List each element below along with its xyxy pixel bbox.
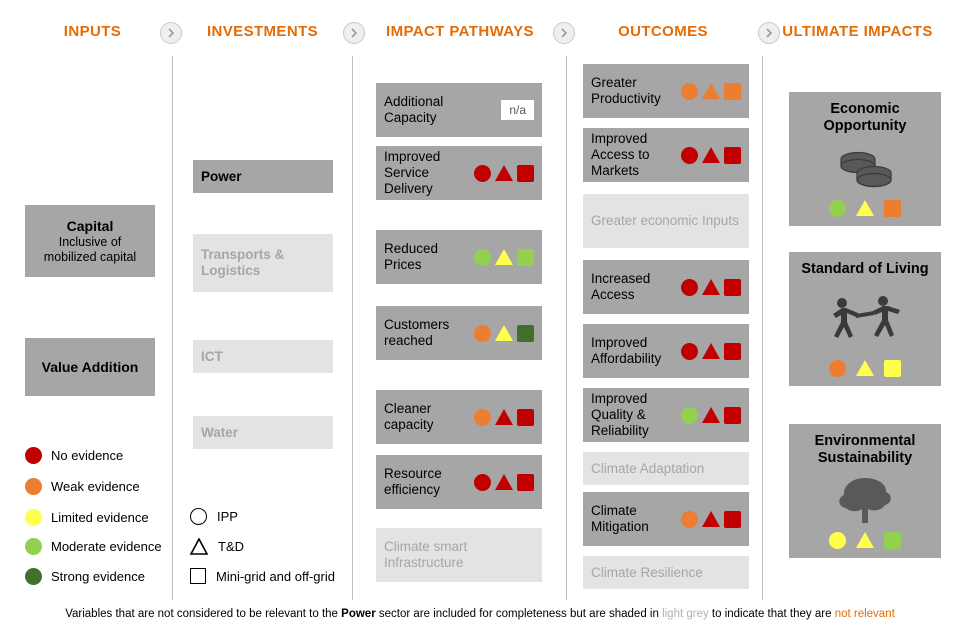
marker-square-minigrid — [724, 147, 741, 164]
investment-box-power[interactable] — [193, 160, 333, 193]
marker-group — [474, 249, 534, 266]
legend-label: No evidence — [51, 448, 124, 463]
marker-circle-ipp — [829, 360, 846, 377]
marker-circle-ipp — [474, 474, 491, 491]
marker-triangle-td — [702, 279, 720, 295]
marker-circle-ipp — [681, 83, 698, 100]
marker-circle-ipp — [681, 407, 698, 424]
marker-triangle-td — [495, 325, 513, 341]
footnote-grey: light grey — [662, 608, 709, 620]
pathway-label: Reduced Prices — [384, 241, 439, 272]
legend-item-limited-evidence — [25, 509, 149, 526]
legend-item-no-evidence — [25, 447, 123, 464]
arrow-chip-1 — [160, 22, 182, 44]
investment-box-ict[interactable] — [193, 340, 333, 373]
pathway-box-resource-efficiency[interactable] — [376, 455, 542, 509]
marker-square-minigrid — [884, 532, 901, 549]
marker-square-minigrid — [724, 343, 741, 360]
impact-card-standard-of-living[interactable] — [789, 252, 941, 386]
legend-swatch — [25, 538, 42, 555]
outcome-label: Climate Adaptation — [591, 460, 705, 476]
marker-square-minigrid — [517, 165, 534, 182]
marker-circle-ipp — [829, 532, 846, 549]
marker-square-minigrid — [517, 249, 534, 266]
marker-circle-ipp — [829, 200, 846, 217]
marker-circle-ipp — [681, 343, 698, 360]
legend-item-weak-evidence — [25, 478, 140, 495]
coins-icon — [834, 135, 896, 200]
legend-swatch — [25, 568, 42, 585]
separator-1 — [172, 56, 173, 600]
legend-swatch — [25, 447, 42, 464]
investment-label: Transports & Logistics — [201, 247, 285, 278]
outcome-label: Improved Affordability — [591, 335, 662, 366]
column-header-outcomes: OUTCOMES — [618, 23, 708, 40]
outcome-label: Greater Productivity — [591, 75, 661, 106]
legend-item-strong-evidence — [25, 568, 145, 585]
marker-square-minigrid — [724, 83, 741, 100]
marker-triangle-td — [495, 165, 513, 181]
footnote-orange: not relevant — [834, 608, 895, 620]
marker-triangle-td — [702, 343, 720, 359]
column-header-ultimate-impacts: ULTIMATE IMPACTS — [782, 23, 933, 40]
pathway-na-chip: n/a — [501, 100, 534, 120]
marker-triangle-td — [856, 532, 874, 548]
pathway-box-climate-smart-infrastructure[interactable] — [376, 528, 542, 582]
footnote-sector: Power — [341, 608, 376, 620]
impact-card-title: Standard of Living — [801, 261, 929, 277]
investment-label: Power — [201, 168, 242, 184]
investment-box-transports-logistics[interactable] — [193, 234, 333, 292]
outcome-box-improved-access-to-markets[interactable] — [583, 128, 749, 182]
arrow-chip-2 — [343, 22, 365, 44]
outcome-box-greater-economic-inputs[interactable] — [583, 194, 749, 248]
outcome-label: Greater economic Inputs — [591, 213, 739, 228]
tree-icon — [834, 467, 896, 532]
arrow-chip-3 — [553, 22, 575, 44]
outcome-box-increased-access[interactable] — [583, 260, 749, 314]
pathway-label: Customers reached — [384, 317, 450, 348]
pathway-label: Improved Service Delivery — [384, 149, 441, 196]
legend-item-minigrid-offgrid — [190, 568, 335, 584]
separator-2 — [352, 56, 353, 600]
investment-label: ICT — [201, 348, 223, 364]
marker-square-minigrid — [724, 279, 741, 296]
marker-square-minigrid — [517, 409, 534, 426]
outcome-box-climate-mitigation[interactable] — [583, 492, 749, 546]
input-box-capital[interactable] — [25, 205, 155, 277]
outcome-box-improved-quality-reliability[interactable] — [583, 388, 749, 442]
marker-circle-ipp — [474, 165, 491, 182]
legend-swatch — [25, 509, 42, 526]
pathway-label: Climate smart Infrastructure — [384, 539, 468, 570]
pathway-box-customers-reached[interactable] — [376, 306, 542, 360]
outcome-label: Increased Access — [591, 271, 651, 302]
marker-group — [681, 407, 741, 424]
marker-square-minigrid — [724, 511, 741, 528]
input-value-addition-title: Value Addition — [41, 358, 139, 375]
pathway-box-cleaner-capacity[interactable] — [376, 390, 542, 444]
column-header-impact-pathways: IMPACT PATHWAYS — [386, 23, 534, 40]
marker-square-minigrid — [724, 407, 741, 424]
outcome-label: Climate Mitigation — [591, 503, 649, 534]
legend-label: IPP — [217, 509, 238, 524]
pathway-box-reduced-prices[interactable] — [376, 230, 542, 284]
pathway-box-additional-capacity[interactable] — [376, 83, 542, 137]
marker-group — [681, 511, 741, 528]
marker-group — [474, 165, 534, 182]
marker-group — [829, 532, 901, 558]
legend-label: Mini-grid and off-grid — [216, 568, 335, 584]
input-capital-subtitle: Inclusive of mobilized capital — [43, 234, 137, 264]
impact-card-economic-opportunity[interactable] — [789, 92, 941, 226]
separator-4 — [762, 56, 763, 600]
marker-circle-ipp — [474, 409, 491, 426]
legend-label: Limited evidence — [51, 510, 149, 525]
marker-group — [829, 360, 901, 386]
legend-label: Moderate evidence — [51, 539, 162, 554]
outcome-label: Improved Access to Markets — [591, 131, 650, 178]
footnote-part3: to indicate that they are — [708, 608, 835, 620]
marker-circle-ipp — [681, 511, 698, 528]
pathway-label: Additional Capacity — [384, 94, 444, 125]
marker-group — [474, 409, 534, 426]
footnote — [0, 608, 960, 620]
marker-group — [681, 147, 741, 164]
impact-card-title: Environmental Sustainability — [814, 433, 916, 466]
outcome-box-climate-resilience[interactable] — [583, 556, 749, 589]
marker-square-minigrid — [884, 200, 901, 217]
marker-group — [474, 325, 534, 342]
marker-circle-ipp — [474, 249, 491, 266]
legend-swatch — [25, 478, 42, 495]
footnote-part1: Variables that are not considered to be relevant to the — [65, 608, 342, 620]
input-box-value-addition[interactable] — [25, 338, 155, 396]
marker-group — [829, 200, 901, 226]
marker-triangle-td — [495, 409, 513, 425]
outcome-label: Climate Resilience — [591, 564, 703, 580]
legend-label: T&D — [218, 539, 244, 554]
legend-label: Weak evidence — [51, 479, 140, 494]
outcome-box-improved-affordability[interactable] — [583, 324, 749, 378]
pathway-label: Resource efficiency — [384, 466, 442, 497]
marker-triangle-td — [495, 249, 513, 265]
marker-circle-ipp — [681, 147, 698, 164]
marker-triangle-td — [495, 474, 513, 490]
outcome-box-greater-productivity[interactable] — [583, 64, 749, 118]
circle-icon — [190, 508, 207, 525]
marker-group — [681, 343, 741, 360]
pathway-label: Cleaner capacity — [384, 401, 434, 432]
arrow-chip-4 — [758, 22, 780, 44]
marker-triangle-td — [702, 147, 720, 163]
marker-circle-ipp — [474, 325, 491, 342]
marker-square-minigrid — [517, 474, 534, 491]
people-dancing-icon — [826, 278, 904, 360]
triangle-icon — [190, 538, 208, 555]
impact-card-environmental-sustainability[interactable] — [789, 424, 941, 558]
separator-3 — [566, 56, 567, 600]
marker-square-minigrid — [884, 360, 901, 377]
marker-triangle-td — [702, 407, 720, 423]
column-header-inputs: INPUTS — [63, 23, 122, 40]
investment-label: Water — [201, 424, 239, 440]
outcome-box-climate-adaptation[interactable] — [583, 452, 749, 485]
footnote-part2: sector are included for completeness but are shaded in — [375, 608, 663, 620]
column-header-investments: INVESTMENTS — [206, 23, 319, 40]
investment-box-water[interactable] — [193, 416, 333, 449]
marker-square-minigrid — [517, 325, 534, 342]
square-icon — [190, 568, 206, 584]
outcome-label: Improved Quality & Reliability — [591, 391, 649, 438]
input-capital-title: Capital — [66, 217, 114, 234]
marker-triangle-td — [702, 511, 720, 527]
pathway-box-improved-service-delivery[interactable] — [376, 146, 542, 200]
marker-group — [681, 83, 741, 100]
marker-group — [681, 279, 741, 296]
legend-item-td — [190, 538, 244, 555]
marker-triangle-td — [856, 200, 874, 216]
marker-triangle-td — [702, 83, 720, 99]
marker-circle-ipp — [681, 279, 698, 296]
impact-card-title: Economic Opportunity — [823, 101, 907, 134]
marker-group — [474, 474, 534, 491]
marker-triangle-td — [856, 360, 874, 376]
legend-item-moderate-evidence — [25, 538, 162, 555]
legend-label: Strong evidence — [51, 569, 145, 584]
legend-item-ipp — [190, 508, 238, 525]
